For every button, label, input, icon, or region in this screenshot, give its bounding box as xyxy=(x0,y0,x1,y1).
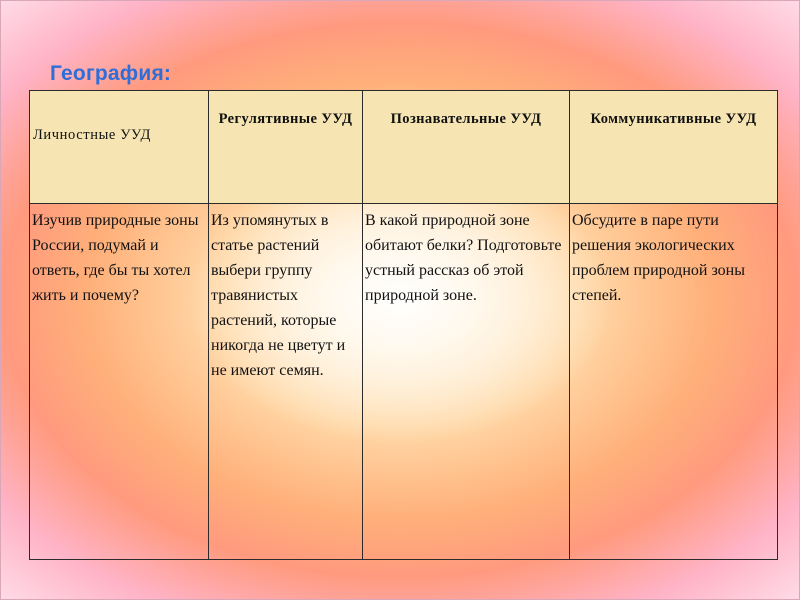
header-cognitive: Познавательные УУД xyxy=(363,91,570,204)
header-regulatory: Регулятивные УУД xyxy=(209,91,363,204)
cell-communicative: Обсудите в паре пути решения экологических проблем природной зоны степей. xyxy=(570,204,778,560)
header-communicative: Коммуникативные УУД xyxy=(570,91,778,204)
uud-table xyxy=(29,90,778,560)
table-row xyxy=(30,204,778,560)
cell-personal: Изучив природные зоны России, подумай и ответь, где бы ты хотел жить и почему? xyxy=(30,204,209,560)
table-header-row xyxy=(30,91,778,204)
cell-regulatory: Из упомянутых в статье растений выбери группу травянистых растений, которые никогда не цветут и не имеют семян. xyxy=(209,204,363,560)
header-personal: Личностные УУД xyxy=(30,91,209,204)
page-title: География: xyxy=(50,62,172,85)
cell-cognitive: В какой природной зоне обитают белки? Подготовьте устный рассказ об этой природной зоне. xyxy=(363,204,570,560)
